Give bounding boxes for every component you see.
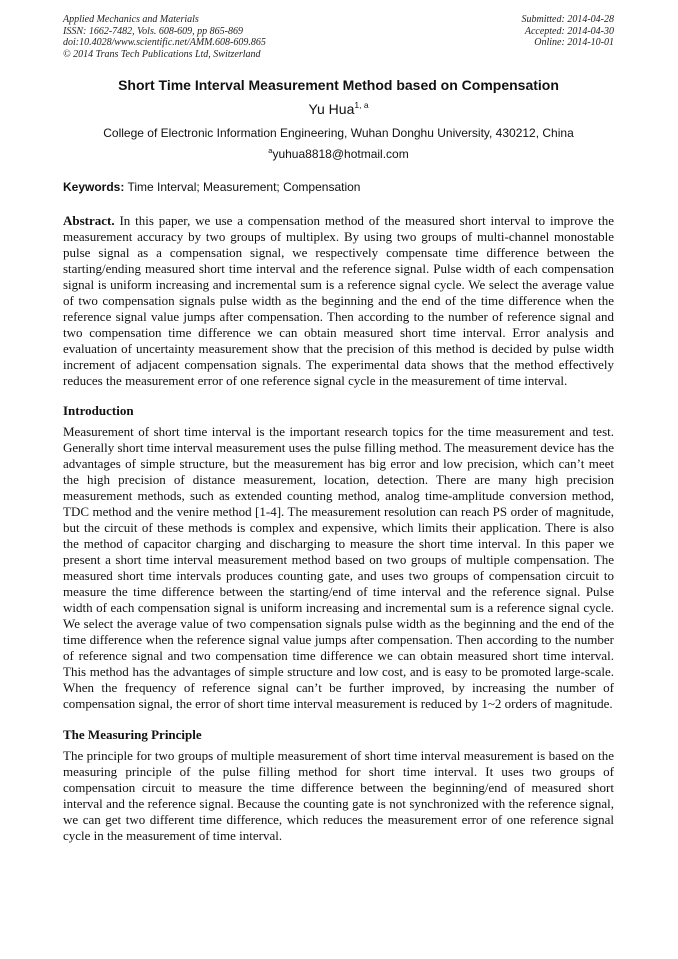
journal-copyright: © 2014 Trans Tech Publications Ltd, Switzerland xyxy=(63,48,261,60)
email-address[interactable]: yuhua8818@hotmail.com xyxy=(272,147,409,161)
email-line xyxy=(63,146,614,162)
abstract-text: In this paper, we use a compensation method of the measured short interval to improve the measurement accuracy by two groups of multiplex. By using two groups of multi-channel monostable pulse signal as a compensation signal, we respectively compensate time difference between the starting/ending measured short time interval and the reference signal. Pulse width of each compensation signal is uniform increasing and incremental sum is a reference signal cycle. We select the average value of two compensation signals pulse width as the beginning and the end of the time difference when the reference signal value jumps after compensation. Then according to the number of reference signal and two compensation time difference we can obtain measured short time interval. Error analysis and evaluation of uncertainty measurement show that the precision of this method is decided by pulse width increment of adjacent compensation signals. The experimental data shows that the method effectively reduces the measurement error of one reference signal cycle in the measurement of time interval. xyxy=(63,213,614,388)
principle-text: The principle for two groups of multiple measurement of short time interval measurement is based on the measuring principle of the pulse filling method for short time interval. It uses two groups of compensation circuit to measure the time difference between the beginning/end of measured short interval and the reference signal. Because the counting gate is not synchronized with the reference signal, we can get two different time difference, which reduces the measurement error of one reference signal cycle in the measurement of time interval. xyxy=(63,748,614,843)
abstract-label: Abstract. xyxy=(63,213,115,228)
journal-doi[interactable]: doi:10.4028/www.scientific.net/AMM.608-609.865 xyxy=(63,37,266,48)
abstract xyxy=(63,213,614,389)
submitted-date: Submitted: 2014-04-28 xyxy=(521,14,614,25)
submission-dates xyxy=(522,14,615,60)
journal-header xyxy=(63,14,614,60)
principle-heading: The Measuring Principle xyxy=(63,727,202,742)
paper-page xyxy=(63,14,614,844)
affiliation: College of Electronic Information Engineering, Wuhan Donghu University, 430212, China xyxy=(103,126,574,140)
author-line xyxy=(63,100,614,118)
journal-name: Applied Mechanics and Materials xyxy=(63,14,199,25)
keywords-text: Time Interval; Measurement; Compensation xyxy=(124,180,361,194)
keywords-label: Keywords: xyxy=(63,180,125,194)
author-superscript: 1, a xyxy=(354,100,369,110)
paper-title: Short Time Interval Measurement Method based on Compensation xyxy=(118,77,559,93)
introduction-heading: Introduction xyxy=(63,403,134,418)
journal-info xyxy=(63,14,266,60)
keywords xyxy=(63,179,614,195)
journal-issn: ISSN: 1662-7482, Vols. 608-609, pp 865-869 xyxy=(63,25,243,37)
email-superscript: a xyxy=(268,146,273,155)
introduction-text: Measurement of short time interval is the important research topics for the time measurement and test. Generally short time interval measurement uses the pulse filling method. The measurement device has the advantages of simple structure, but the measurement has big error and low precision, which can’t meet the high precision of distance measurement, location, detection. There are many high precision measurement methods, such as extended counting method, analog time-amplitude conversion method, TDC method and the venire method [1-4]. The measurement resolution can reach PS order of magnitude, but the circuit of these methods is complex and expensive, which limits their application. There is also the method of capacitor charging and discharging to measure the short time interval. In this paper we present a short time interval measurement method based on two groups of multiple compensation. The measured short time intervals produces counting gate, and uses two groups of compensation circuit to measure the time difference between the starting/end of time interval and the reference signal. Pulse width of each compensation signal is uniform increasing and incremental sum is a reference signal cycle. We select the average value of two compensation signals pulse width as the beginning and the end of the time difference when the reference signal value jumps after compensation. Then according to the number of reference signal and two compensation time difference we can obtain measured short time interval. This method has the advantages of simple structure and low cost, and is easy to be promoted large-scale. When the frequency of reference signal can’t be further improved, by increasing the number of compensation signal, the error of short time interval measurement is reduced by 1~2 orders of magnitude. xyxy=(63,424,615,711)
online-date: Online: 2014-10-01 xyxy=(534,37,614,48)
accepted-date: Accepted: 2014-04-30 xyxy=(524,25,614,37)
author-name: Yu Hua xyxy=(308,101,355,117)
